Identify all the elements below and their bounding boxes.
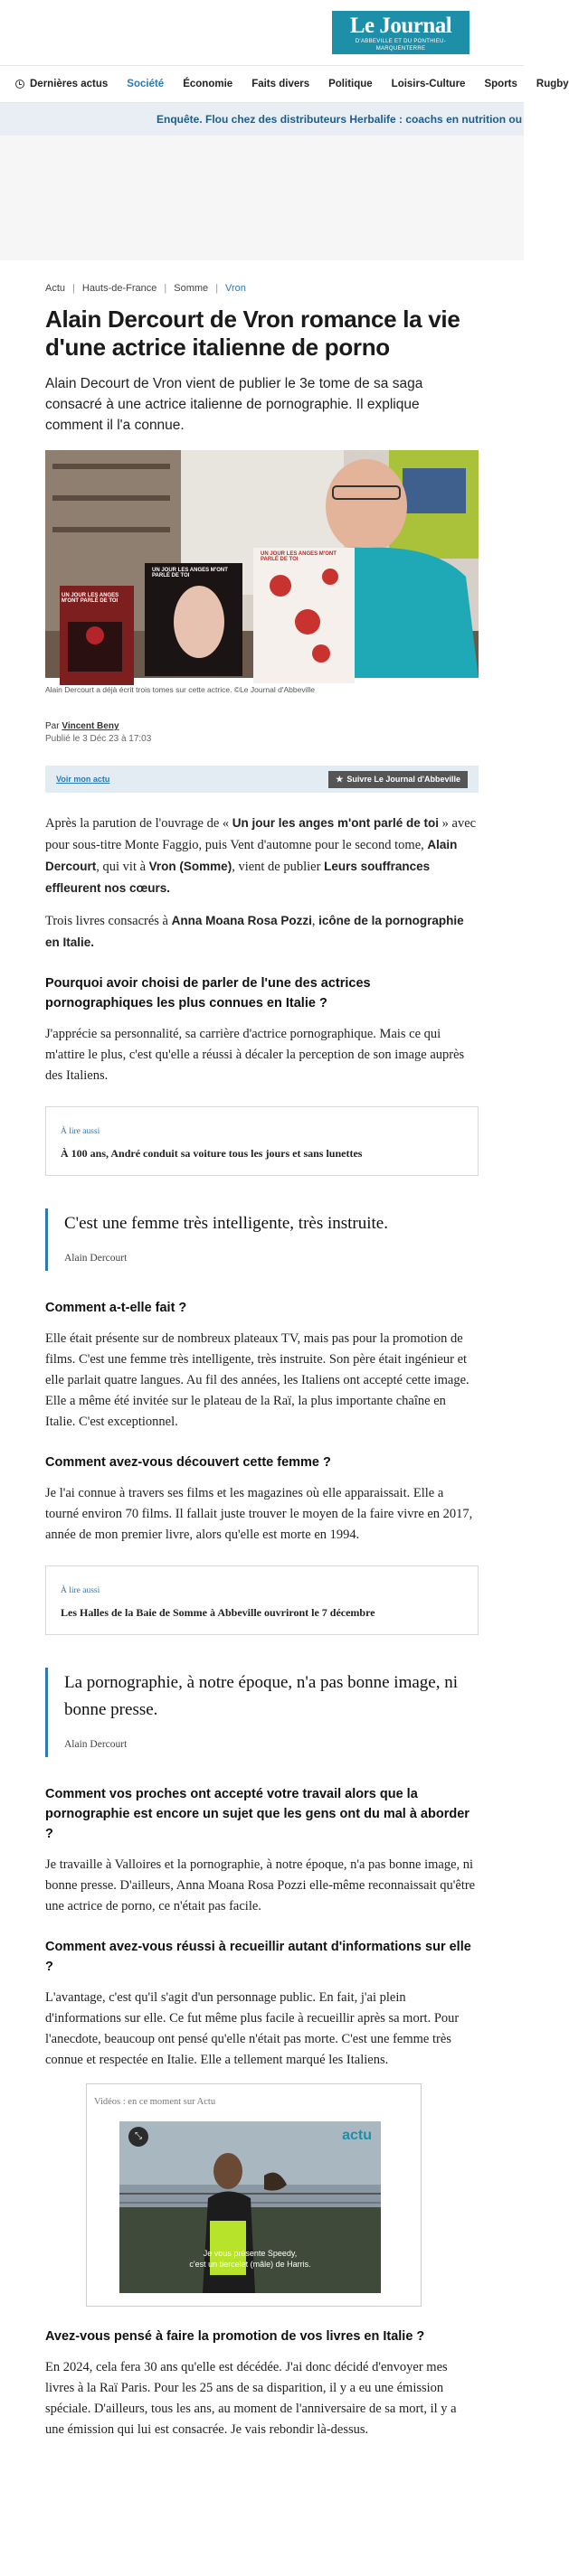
book-cover-title: UN JOUR LES ANGES M'ONT PARLÉ DE TOI bbox=[261, 551, 337, 562]
breadcrumb-separator: | bbox=[164, 283, 167, 294]
pull-quote bbox=[45, 1208, 479, 1271]
published-date: 3 Déc 23 à 17:03 bbox=[82, 734, 152, 744]
read-also-box[interactable] bbox=[45, 1106, 479, 1176]
main-nav bbox=[0, 65, 569, 103]
article bbox=[0, 283, 524, 2440]
article-lead: Alain Decourt de Vron vient de publier le 3e tome de sa saga consacré à une actrice italienne de pornographie. Il explique comment il l'a connue. bbox=[45, 376, 423, 433]
nav-item-rugby[interactable] bbox=[536, 79, 569, 89]
byline bbox=[45, 721, 479, 731]
breadcrumb bbox=[45, 283, 479, 294]
hero-photo bbox=[45, 450, 479, 678]
interview-answer: Je travaille à Valloires et la pornographie, à notre époque, n'a pas bonne image, ni bonne presse. D'ailleurs, Anna Moana Rosa Pozzi elle-même reconnaissait qu'être une actrice de porno, ce n'était pas facile. bbox=[45, 1857, 476, 1913]
read-also-label: À lire aussi bbox=[61, 1127, 100, 1136]
nav-item-politique[interactable] bbox=[328, 79, 373, 89]
article-hero-image bbox=[45, 450, 479, 678]
text-strong: Leurs souffrances effleurent nos cœurs. bbox=[45, 860, 431, 895]
nav-item-societe[interactable] bbox=[127, 79, 164, 89]
follow-bar bbox=[45, 766, 479, 793]
nav-item-label: Sports bbox=[484, 79, 517, 89]
interview-answer: Je l'ai connue à travers ses films et les magazines où elle apparaissait. Elle a tourné environ 70 films. Il fallait juste trouver le moyen de la faire vivre en 2017, année de mon premier livre, alors qu'elle est morte en 1994. bbox=[45, 1486, 473, 1542]
quote-author: Alain Dercourt bbox=[64, 1253, 128, 1264]
read-also-title[interactable]: Les Halles de la Baie de Somme à Abbeville ouvriront le 7 décembre bbox=[61, 1606, 375, 1619]
breadcrumb-item-actu[interactable]: Actu bbox=[45, 283, 66, 294]
video-subtitle-line: Je vous présente Speedy, bbox=[203, 2249, 298, 2258]
news-ticker[interactable] bbox=[0, 103, 524, 136]
interview-answer: En 2024, cela fera 30 ans qu'elle est décédée. J'ai donc décidé d'envoyer mes livres à la Raï Paris. Pour les 25 ans de sa disparition, il y a eu une émission spéciale. D'ailleurs, tous les ans, au moment de l'anniversaire de sa mort, il y a une émission qui lui est consacrée. Je vais rebondir là-dessus. bbox=[45, 2360, 457, 2437]
interview-question: Avez-vous pensé à faire la promotion de vos livres en Italie ? bbox=[45, 2329, 425, 2344]
nav-item-label: Politique bbox=[328, 79, 373, 89]
quote-author: Alain Dercourt bbox=[64, 1739, 128, 1750]
breadcrumb-item-region[interactable]: Hauts-de-France bbox=[81, 283, 157, 294]
book-cover-title: UN JOUR LES ANGES M'ONT PARLÉ DE TOI bbox=[62, 593, 119, 604]
image-caption: Alain Dercourt a déjà écrit trois tomes sur cette actrice. ©Le Journal d'Abbeville bbox=[45, 685, 315, 694]
ticker-text: Enquête. Flou chez des distributeurs Herbalife : coachs en nutrition ou bbox=[156, 113, 523, 126]
text-strong: Un jour les anges m'ont parlé de toi bbox=[232, 816, 440, 830]
interview-question: Comment a-t-elle fait ? bbox=[45, 1301, 187, 1315]
logo-subtitle: D'ABBEVILLE ET DU PONTHIEU-MARQUENTERRE bbox=[355, 39, 447, 52]
nav-item-label: Société bbox=[127, 79, 165, 89]
ad-placeholder bbox=[0, 136, 524, 260]
nav-item-label: Faits divers bbox=[251, 79, 310, 89]
video-subtitles bbox=[119, 2248, 381, 2270]
interview-question: Comment avez-vous réussi à recueillir autant d'informations sur elle ? bbox=[45, 1940, 471, 1974]
video-player[interactable] bbox=[119, 2121, 381, 2293]
article-title: Alain Dercourt de Vron romance la vie d'une actrice italienne de porno bbox=[45, 306, 460, 361]
expand-icon[interactable]: ⤡ bbox=[128, 2127, 148, 2147]
text-strong: Vron (Somme) bbox=[148, 860, 232, 873]
clock-icon bbox=[15, 80, 24, 89]
breadcrumb-item-department[interactable]: Somme bbox=[174, 283, 209, 294]
follow-button-label: Suivre Le Journal d'Abbeville bbox=[346, 775, 460, 784]
publish-info bbox=[45, 734, 479, 744]
text-strong: Anna Moana Rosa Pozzi bbox=[171, 914, 312, 927]
read-also-title[interactable]: À 100 ans, André conduit sa voiture tous les jours et sans lunettes bbox=[61, 1147, 363, 1160]
quote-text: C'est une femme très intelligente, très instruite. bbox=[64, 1214, 388, 1233]
paragraph-intro bbox=[45, 813, 479, 899]
interview-question: Pourquoi avoir choisi de parler de l'une des actrices pornographiques les plus connues en Italie ? bbox=[45, 976, 371, 1011]
breadcrumb-item-city[interactable]: Vron bbox=[225, 283, 246, 294]
interview-answer: J'apprécie sa personnalité, sa carrière d'actrice pornographique. Mais ce qui m'attire le plus, c'est qu'elle a réussi à décaler la perception de son image auprès des Italiens. bbox=[45, 1027, 465, 1083]
my-news-link[interactable]: Voir mon actu bbox=[56, 775, 110, 784]
nav-item-faits-divers[interactable] bbox=[251, 79, 309, 89]
quote-text: La pornographie, à notre époque, n'a pas bonne image, ni bonne presse. bbox=[64, 1673, 458, 1719]
author-link[interactable]: Vincent Beny bbox=[62, 721, 119, 731]
breadcrumb-separator: | bbox=[72, 283, 75, 294]
text: Trois livres consacrés à bbox=[45, 914, 172, 928]
video-widget bbox=[86, 2083, 422, 2307]
text: Après la parution de l'ouvrage de « bbox=[45, 816, 232, 831]
nav-item-latest[interactable] bbox=[15, 79, 108, 89]
site-logo[interactable] bbox=[332, 11, 469, 54]
read-also-box[interactable] bbox=[45, 1565, 479, 1635]
text-strong: icône de la pornographie en Italie. bbox=[45, 914, 464, 949]
published-prefix: Publié le bbox=[45, 734, 81, 744]
text: » avec pour sous-titre Monte Faggio, puis Vent d'automne pour le second tome, bbox=[45, 816, 477, 852]
site-header bbox=[0, 0, 524, 65]
text-strong: Alain Dercourt bbox=[45, 838, 458, 873]
breadcrumb-separator: | bbox=[215, 283, 219, 294]
logo-title: Le Journal bbox=[349, 14, 452, 38]
follow-button[interactable] bbox=[328, 771, 468, 788]
text: , bbox=[311, 914, 319, 928]
interview-question: Comment avez-vous découvert cette femme ? bbox=[45, 1455, 331, 1470]
interview-question: Comment vos proches ont accepté votre travail alors que la pornographie est encore un sujet que les gens ont du mal à aborder ? bbox=[45, 1787, 469, 1841]
pull-quote bbox=[45, 1668, 479, 1757]
star-icon: ★ bbox=[336, 774, 344, 784]
paragraph-books bbox=[45, 910, 479, 954]
interview-answer: L'avantage, c'est qu'il s'agit d'un personnage public. En fait, j'ai plein d'informations sur elle. Ce fut même plus facile à recueillir après sa mort. Pour l'anecdote, beaucoup ont pensé qu'elle n'était pas morte. C'est une femme très connue et respectée en Italie. Elle a tellement marqué les Italiens. bbox=[45, 1990, 460, 2067]
byline-prefix: Par bbox=[45, 721, 60, 731]
nav-item-label: Économie bbox=[183, 79, 233, 89]
nav-item-loisirs-culture[interactable] bbox=[392, 79, 466, 89]
article-body bbox=[45, 813, 479, 2440]
text: , qui vit à bbox=[96, 860, 149, 874]
text: , vient de publier bbox=[232, 860, 325, 874]
nav-item-label: Rugby bbox=[536, 79, 569, 89]
nav-item-sports[interactable] bbox=[484, 79, 517, 89]
book-cover-title: UN JOUR LES ANGES M'ONT PARLÉ DE TOI bbox=[152, 568, 228, 578]
interview-answer: Elle était présente sur de nombreux plateaux TV, mais pas pour la promotion de films. C'est une femme très intelligente, très instruite. Son père était ingénieur et elle parlait quatre langues. Au fil des années, les Italiens ont accepté cette image. Elle a même été invitée sur le plateau de la Raï, la plus importante chaîne en Italie. C'est exceptionnel. bbox=[45, 1331, 469, 1429]
nav-item-label: Loisirs-Culture bbox=[391, 79, 466, 89]
video-widget-label: Vidéos : en ce moment sur Actu bbox=[94, 2097, 216, 2107]
nav-item-economie[interactable] bbox=[183, 79, 232, 89]
video-subtitle-line: c'est un tiercelet (mâle) de Harris. bbox=[189, 2260, 311, 2269]
video-brand-logo: actu bbox=[342, 2128, 372, 2143]
read-also-label: À lire aussi bbox=[61, 1586, 100, 1595]
nav-item-label: Dernières actus bbox=[30, 79, 109, 89]
